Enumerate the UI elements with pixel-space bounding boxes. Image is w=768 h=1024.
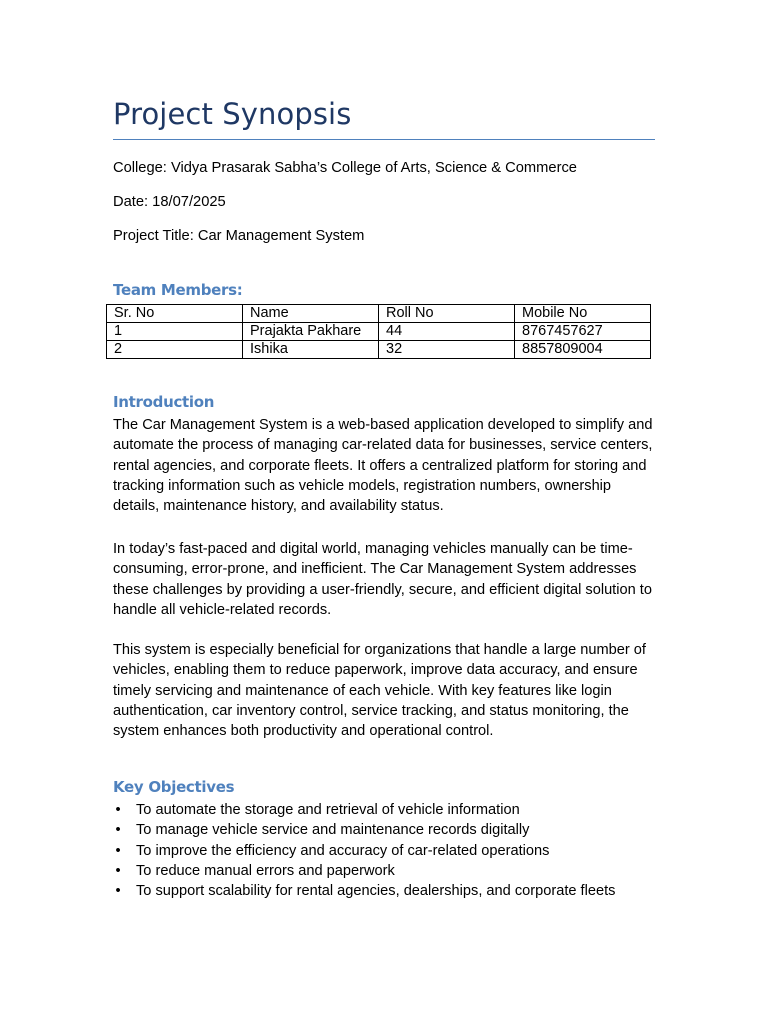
column-header-sr-no: Sr. No xyxy=(107,305,243,323)
introduction-heading: Introduction xyxy=(113,393,215,411)
column-header-name: Name xyxy=(243,305,379,323)
table-row xyxy=(107,323,651,341)
bullet-icon: • xyxy=(115,862,121,879)
bullet-icon: • xyxy=(115,883,121,900)
project-title-line: Project Title: Car Management System xyxy=(113,228,365,244)
date-line: Date: 18/07/2025 xyxy=(113,194,226,210)
table-cell: 1 xyxy=(107,323,243,341)
intro-paragraph-2: In today’s fast-paced and digital world, managing vehicles manually can be time-consuming, error-prone, and inefficient. The Car Management System addresses these challenges by providing a user-friendly, secure, and efficient digital solution to handle all vehicle-related records. xyxy=(113,541,652,618)
team-members-heading: Team Members: xyxy=(113,281,243,299)
list-item: • To improve the efficiency and accuracy of car-related operations xyxy=(113,841,615,861)
table-cell: 32 xyxy=(379,341,515,359)
table-cell: 44 xyxy=(379,323,515,341)
table-cell: 8857809004 xyxy=(515,341,651,359)
list-item: • To manage vehicle service and maintenance records digitally xyxy=(113,820,615,840)
table-header-row xyxy=(107,305,651,323)
bullet-icon: • xyxy=(115,802,121,818)
page-title: Project Synopsis xyxy=(113,97,352,131)
key-objectives-heading: Key Objectives xyxy=(113,778,235,796)
college-line: College: Vidya Prasarak Sabha’s College of Arts, Science & Commerce xyxy=(113,160,577,176)
intro-paragraph-1: The Car Management System is a web-based application developed to simplify and automate the process of managing car-related data for businesses, service centers, rental agencies, and corporate fleets. It offers a centralized platform for storing and tracking information such as vehicle models, registration numbers, ownership details, maintenance history, and availability status. xyxy=(113,417,653,515)
table-cell: 8767457627 xyxy=(515,323,651,341)
table-cell: 2 xyxy=(107,341,243,359)
column-header-roll-no: Roll No xyxy=(379,305,515,323)
bullet-icon: • xyxy=(115,822,121,839)
title-underline xyxy=(113,139,655,140)
table-row xyxy=(107,341,651,359)
objectives-list xyxy=(113,800,615,901)
list-item: • To reduce manual errors and paperwork xyxy=(113,861,615,881)
table-cell: Ishika xyxy=(243,341,379,359)
bullet-icon: • xyxy=(115,842,121,859)
list-item: • To automate the storage and retrieval of vehicle information xyxy=(113,800,615,820)
intro-paragraph-3: This system is especially beneficial for organizations that handle a large number of vehicles, enabling them to reduce paperwork, improve data accuracy, and ensure timely servicing and maintenance of each vehicle. With key features like login authentication, car inventory control, service tracking, and status monitoring, the system enhances both productivity and operational control. xyxy=(113,642,646,740)
table-cell: Prajakta Pakhare xyxy=(243,323,379,341)
team-members-table xyxy=(106,304,651,359)
column-header-mobile-no: Mobile No xyxy=(515,305,651,323)
list-item: • To support scalability for rental agencies, dealerships, and corporate fleets xyxy=(113,881,615,901)
